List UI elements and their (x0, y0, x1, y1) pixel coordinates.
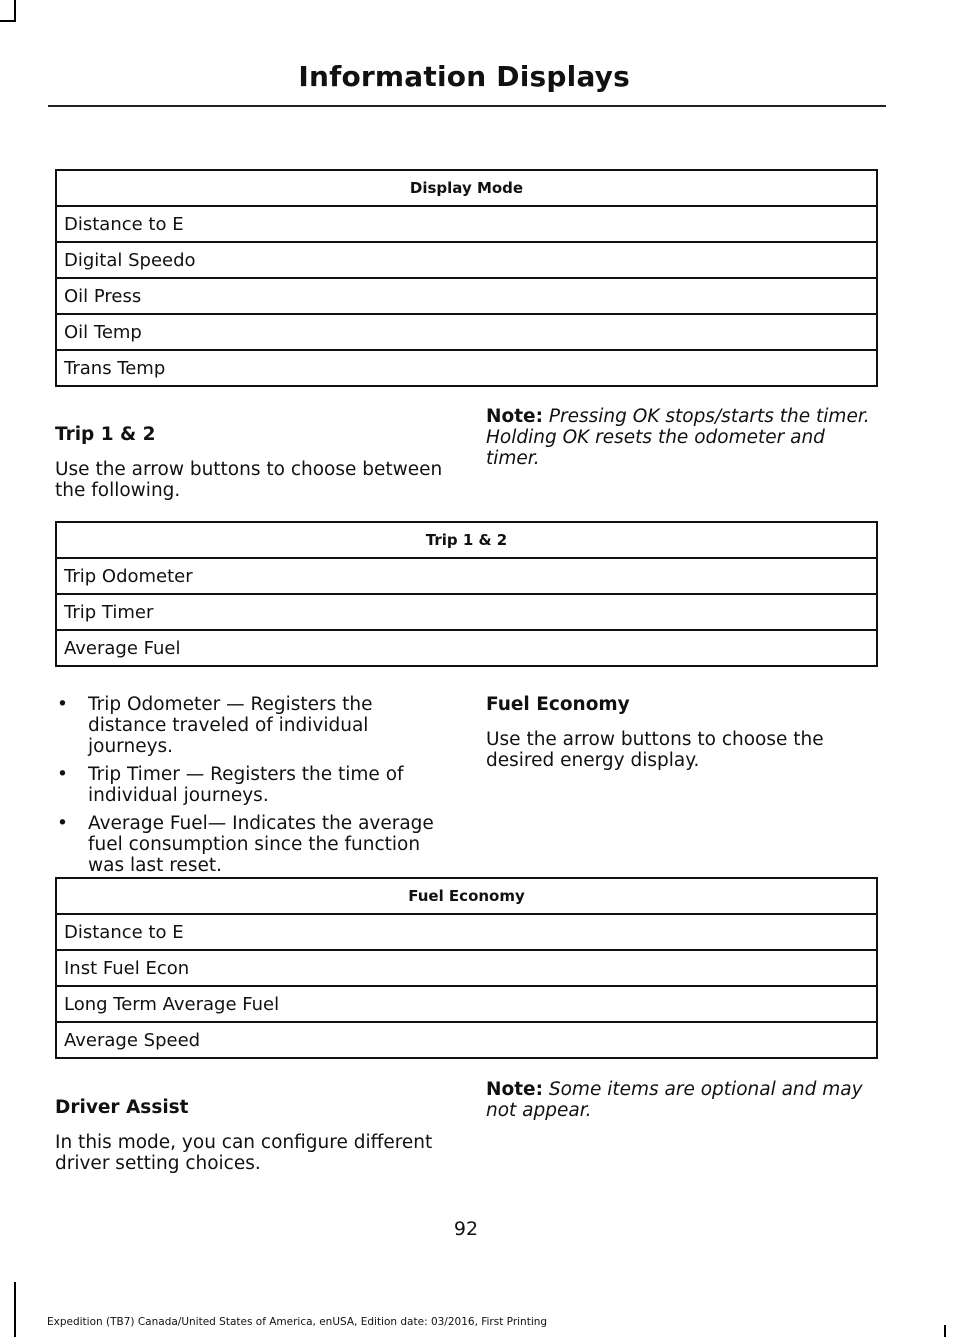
list-item-text: Trip Timer — Registers the time of individual journeys. (88, 764, 404, 806)
table-row: Inst Fuel Econ (56, 950, 877, 986)
bullet-marker: • (57, 813, 68, 834)
table-row: Trip Odometer (56, 558, 877, 594)
bullet-marker: • (57, 694, 68, 715)
list-item (55, 694, 450, 757)
list-item-text: Trip Odometer — Registers the distance traveled of individual journeys. (88, 694, 373, 757)
table-header: Fuel Economy (56, 878, 877, 914)
crop-mark (14, 0, 16, 22)
list-item-text: Average Fuel— Indicates the average fuel consumption since the function was last reset. (88, 813, 434, 876)
bullet-marker: • (57, 764, 68, 785)
table-row: Average Fuel (56, 630, 877, 666)
trip-table (55, 521, 878, 667)
section-heading: Driver Assist (55, 1097, 189, 1118)
section-body: In this mode, you can configure different driver setting choices. (55, 1132, 433, 1174)
section-heading: Fuel Economy (486, 694, 630, 715)
trip-bullet-list (55, 694, 450, 883)
trip-note (486, 406, 881, 469)
section-body: Use the arrow buttons to choose the desired energy display. (486, 729, 824, 771)
table-row: Average Speed (56, 1022, 877, 1058)
note-text: Some items are optional and may not appear. (486, 1079, 863, 1121)
section-body: Use the arrow buttons to choose between the following. (55, 459, 443, 501)
fuel-economy-section (486, 694, 881, 771)
table-row: Oil Temp (56, 314, 877, 350)
crop-mark (944, 1325, 946, 1337)
table-row: Long Term Average Fuel (56, 986, 877, 1022)
note-label: Note: (486, 406, 543, 427)
crop-mark (14, 1282, 16, 1337)
list-item (55, 764, 450, 806)
table-row: Trip Timer (56, 594, 877, 630)
trip-section (55, 424, 455, 501)
driver-note (486, 1079, 881, 1121)
table-header: Trip 1 & 2 (56, 522, 877, 558)
table-header: Display Mode (56, 170, 877, 206)
display-mode-table (55, 169, 878, 387)
table-row: Digital Speedo (56, 242, 877, 278)
table-row: Trans Temp (56, 350, 877, 386)
footer-text: Expedition (TB7) Canada/United States of America, enUSA, Edition date: 03/2016, First Printing (47, 1316, 548, 1328)
table-row: Distance to E (56, 206, 877, 242)
note-text: Pressing OK stops/starts the timer. Holding OK resets the odometer and timer. (486, 406, 870, 469)
fuel-economy-table (55, 877, 878, 1059)
table-row: Oil Press (56, 278, 877, 314)
page-number: 92 (453, 1218, 479, 1240)
list-item (55, 813, 450, 876)
crop-mark (0, 20, 16, 22)
note-label: Note: (486, 1079, 543, 1100)
driver-assist-section (55, 1097, 450, 1174)
section-heading: Trip 1 & 2 (55, 424, 156, 445)
table-row: Distance to E (56, 914, 877, 950)
page-title: Information Displays (298, 60, 630, 93)
header-divider (48, 105, 886, 107)
